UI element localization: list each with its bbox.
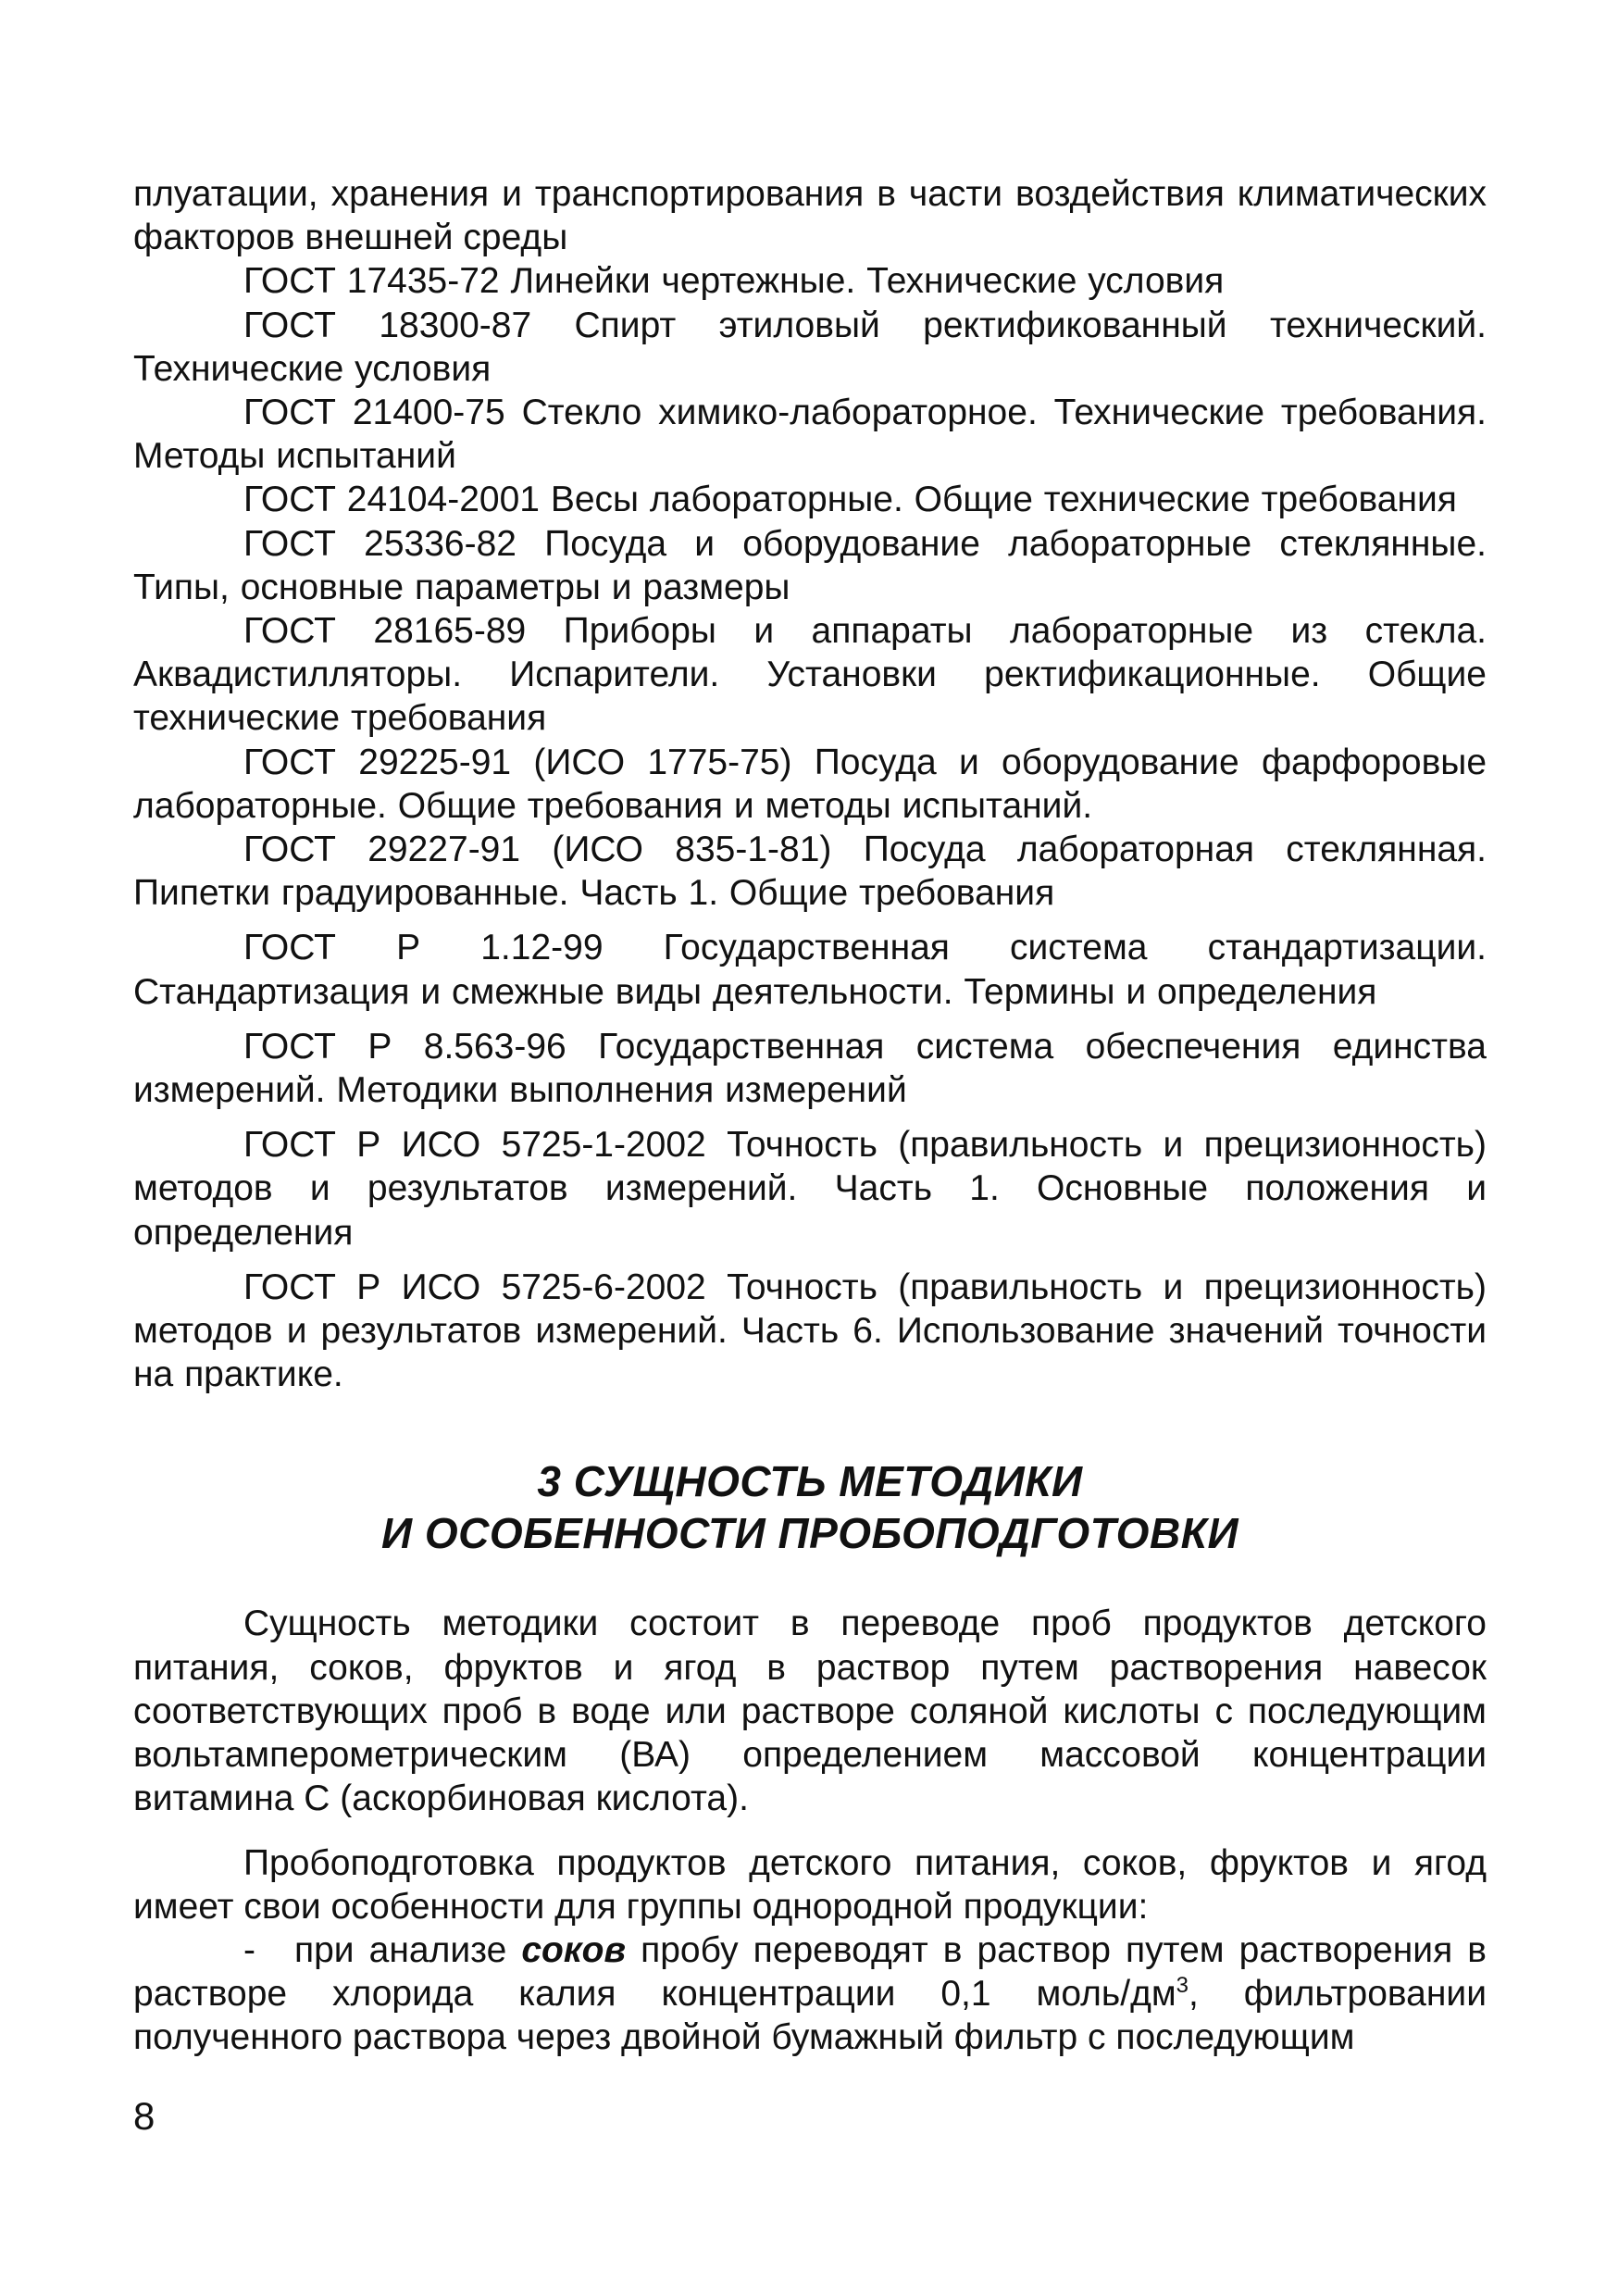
- reference-code: ГОСТ 29227-91: [243, 830, 521, 870]
- reference-item: [133, 1266, 1487, 1397]
- list-dash: -: [243, 1929, 255, 1970]
- reference-item: [133, 1025, 1487, 1112]
- reference-title: Стекло химико-лабораторное. Технические требования. Методы испытаний: [133, 393, 1487, 477]
- document-page: [133, 172, 1487, 2060]
- reference-title: Посуда и оборудование лабораторные стеклянные. Типы, основные параметры и размеры: [133, 523, 1487, 607]
- reference-item: [133, 522, 1487, 609]
- reference-item: [133, 259, 1487, 303]
- reference-item: [133, 926, 1487, 1013]
- reference-code: ГОСТ 25336-82: [243, 523, 517, 564]
- reference-title: Точность (правильность и прецизионность) методов и результатов измерений. Часть 1. Основные положения и определения: [133, 1125, 1487, 1253]
- reference-title: Точность (правильность и прецизионность) методов и результатов измерений. Часть 6. Использование значений точности на практике.: [133, 1267, 1487, 1395]
- reference-item: [133, 828, 1487, 915]
- list-text-after: , фильтровании полученного раствора через двойной бумажный фильтр с последующим: [133, 1974, 1487, 2058]
- reference-code: ГОСТ Р 1.12-99: [243, 928, 604, 968]
- section-heading-line2: И ОСОБЕННОСТИ ПРОБОПОДГОТОВКИ: [380, 1509, 1239, 1558]
- reference-item: [133, 609, 1487, 741]
- reference-code: ГОСТ 18300-87: [243, 305, 532, 345]
- list-text-before: при анализе: [294, 1929, 507, 1970]
- reference-title: Государственная система стандартизации. Стандартизация и смежные виды деятельности. Термины и определения: [133, 928, 1487, 1012]
- reference-title: Линейки чертежные. Технические условия: [510, 261, 1225, 302]
- reference-code: ГОСТ 17435-72: [243, 261, 500, 302]
- reference-code: ГОСТ 28165-89: [243, 611, 527, 652]
- reference-title: (ИСО 1775-75) Посуда и оборудование фарфоровые лабораторные. Общие требования и методы испытаний.: [133, 742, 1487, 826]
- list-text-middle: пробу переводят в раствор путем растворения в растворе хлорида калия концентрации 0,1 моль/дм: [133, 1929, 1487, 2015]
- reference-code: ГОСТ 29225-91: [243, 742, 512, 782]
- list-emphasis: соков: [521, 1929, 627, 1970]
- reference-item: [133, 741, 1487, 828]
- reference-title: Спирт этиловый ректификованный технический. Технические условия: [133, 305, 1487, 389]
- reference-title: (ИСО 835-1-81) Посуда лабораторная стеклянная. Пипетки градуированные. Часть 1. Общие требования: [133, 830, 1487, 914]
- intro-continuation: плуатации, хранения и транспортирования в части воздействия климатических факторов внешней среды: [133, 174, 1487, 258]
- reference-code: ГОСТ 21400-75: [243, 393, 505, 433]
- section-heading: [133, 1455, 1487, 1559]
- reference-code: ГОСТ 24104-2001: [243, 480, 540, 520]
- section-heading-line1: 3 СУЩНОСТЬ МЕТОДИКИ: [537, 1457, 1083, 1506]
- reference-item: [133, 1123, 1487, 1254]
- reference-title: Государственная система обеспечения единства измерений. Методики выполнения измерений: [133, 1026, 1487, 1111]
- reference-item: [133, 478, 1487, 521]
- reference-item: [133, 304, 1487, 391]
- section-paragraph: Пробоподготовка продуктов детского питания, соков, фруктов и ягод имеет свои особенности для группы однородной продукции:: [133, 1842, 1487, 1927]
- references-list: [133, 259, 1487, 1396]
- reference-code: ГОСТ Р ИСО 5725-6-2002: [243, 1267, 706, 1307]
- reference-title: Приборы и аппараты лабораторные из стекла. Аквадистилляторы. Испарители. Установки ректификационные. Общие технические требования: [133, 611, 1487, 739]
- reference-item: [133, 391, 1487, 478]
- section-paragraph: Сущность методики состоит в переводе проб продуктов детского питания, соков, фруктов и ягод в раствор путем растворения навесок соответствующих проб в воде или растворе соляной кислоты с последующим вольтамперометрическим (ВА) определением массовой концентрации витамина С (аскорбиновая кислота).: [133, 1603, 1487, 1819]
- reference-code: ГОСТ Р ИСО 5725-1-2002: [243, 1125, 706, 1166]
- reference-title: Весы лабораторные. Общие технические требования: [550, 480, 1457, 520]
- reference-code: ГОСТ Р 8.563-96: [243, 1026, 566, 1067]
- page-number: 8: [133, 2094, 156, 2138]
- superscript: 3: [1176, 1973, 1189, 1999]
- list-item: [133, 1928, 1487, 2060]
